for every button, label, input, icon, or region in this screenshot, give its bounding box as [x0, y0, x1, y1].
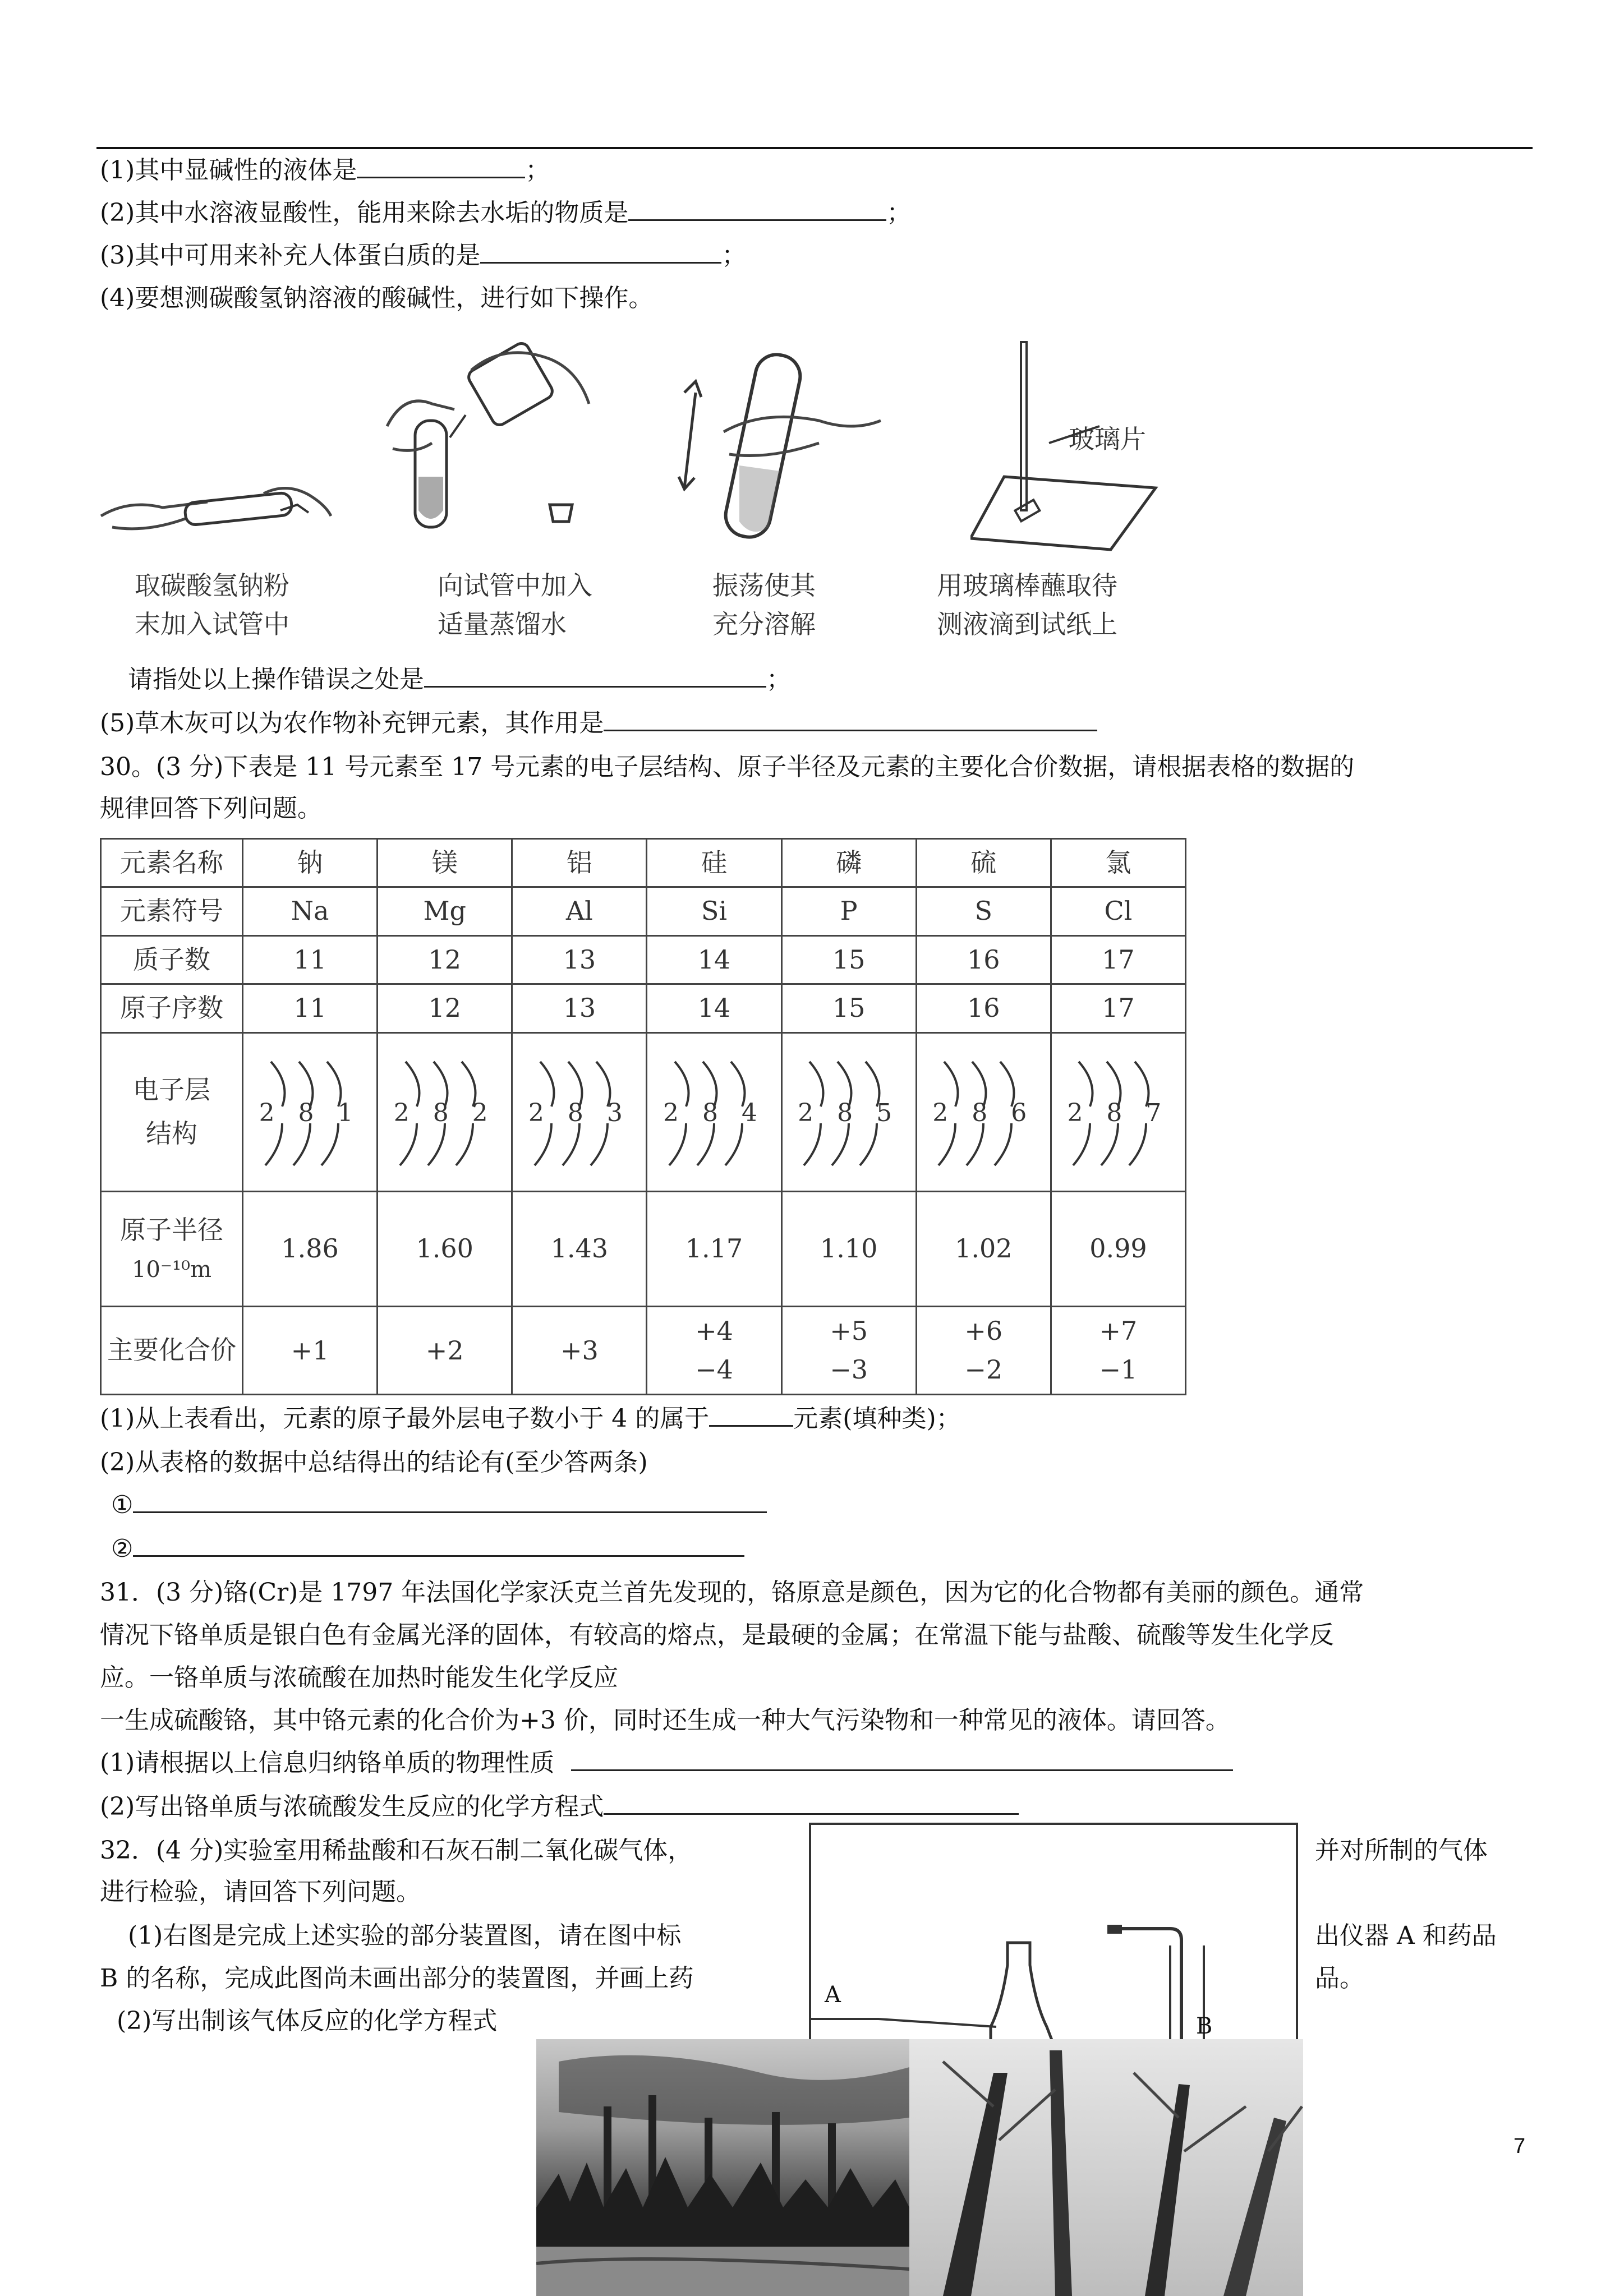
cell-protons: 15	[781, 935, 916, 984]
row-atomic-number	[101, 984, 1186, 1032]
row-element-name	[101, 839, 1186, 887]
q32-line1-right: 并对所制的气体	[1315, 1836, 1488, 1865]
step2-caption: 向试管中加入 适量蒸馏水	[438, 570, 592, 639]
header-cell: 原子序数	[101, 984, 243, 1032]
step1-caption: 取碳酸氢钠粉 末加入试管中	[135, 570, 289, 639]
answer-blank[interactable]	[424, 665, 766, 688]
cell-shells	[781, 1032, 916, 1191]
cell-name: 磷	[781, 839, 916, 887]
q30-answer1: ①	[111, 1490, 767, 1520]
shell-arc	[1101, 1123, 1118, 1165]
cell-shells	[1051, 1032, 1185, 1191]
q29-part4-prompt: 请指处以上操作错误之处是 ；	[128, 665, 791, 694]
q31-part2: (2)写出铬单质与浓硫酸发生反应的化学方程式	[100, 1791, 1019, 1822]
q31-part1: (1)请根据以上信息归纳铬单质的物理性质	[100, 1748, 1233, 1778]
cell-name: 硫	[916, 839, 1051, 887]
cell-protons: 16	[916, 935, 1051, 984]
q30-intro-line2: 规律回答下列问题。	[100, 794, 322, 823]
shell-arc	[591, 1123, 608, 1165]
cell-name: 钠	[243, 839, 378, 887]
shell-arc	[697, 1123, 714, 1165]
cell-valence: +5 −3	[781, 1307, 916, 1395]
cell-symbol: P	[781, 887, 916, 935]
cell-radius: 1.17	[647, 1191, 781, 1306]
answer-blank[interactable]	[480, 241, 721, 264]
shell-arc	[832, 1123, 849, 1165]
cell-atomic-number: 14	[647, 984, 781, 1032]
page-number: 7	[1513, 2134, 1526, 2158]
row-protons	[101, 935, 1186, 984]
step1-sketch	[95, 348, 337, 550]
cell-shells	[916, 1032, 1051, 1191]
q32-line4-right: 品。	[1315, 1964, 1364, 1993]
shell-arc	[293, 1123, 310, 1165]
step4-caption: 用玻璃棒蘸取待 测液滴到试纸上	[937, 570, 1117, 639]
q32-line5: (2)写出制该气体反应的化学方程式	[117, 2007, 498, 2035]
shell-arc	[938, 1123, 955, 1165]
header-cell: 主要化合价	[101, 1307, 243, 1395]
cell-shells	[647, 1032, 781, 1191]
cell-shells	[243, 1032, 378, 1191]
cell-valence: +1	[243, 1307, 378, 1395]
q31-line3: 应。一铬单质与浓硫酸在加热时能发生化学反应	[100, 1663, 618, 1692]
q29-part3: (3)其中可用来补充人体蛋白质的是 ；	[100, 241, 747, 270]
glass-slide-label: 玻璃片	[1069, 424, 1146, 454]
shell-arc	[400, 1123, 417, 1165]
shell-arc	[456, 1123, 473, 1165]
cell-name: 镁	[378, 839, 512, 887]
shell-diagram: 2 8 5	[793, 1050, 905, 1174]
cell-atomic-number: 17	[1051, 984, 1185, 1032]
cell-protons: 12	[378, 935, 512, 984]
cell-atomic-number: 12	[378, 984, 512, 1032]
answer-blank[interactable]	[357, 155, 525, 178]
shell-diagram: 2 8 2	[389, 1050, 501, 1174]
element-table	[100, 838, 1186, 1395]
q32-line3: (1)右图是完成上述实验的部分装置图，请在图中标	[128, 1921, 682, 1950]
shell-arc	[1129, 1123, 1146, 1165]
shell-diagram: 2 8 7	[1062, 1050, 1174, 1174]
shell-diagram: 2 8 1	[254, 1050, 366, 1174]
step3-sketch	[673, 342, 886, 555]
header-cell: 原子半径 10⁻¹⁰m	[101, 1191, 243, 1306]
shell-diagram: 2 8 4	[658, 1050, 770, 1174]
cell-shells	[378, 1032, 512, 1191]
dead-trees-photo	[909, 2039, 1303, 2296]
shell-arc	[725, 1123, 742, 1165]
header-cell: 电子层 结构	[101, 1032, 243, 1191]
cell-symbol: Cl	[1051, 887, 1185, 935]
shell-arc	[669, 1123, 686, 1165]
cell-protons: 17	[1051, 935, 1185, 984]
shell-arc	[1073, 1123, 1090, 1165]
cell-shells	[512, 1032, 647, 1191]
shell-arc	[804, 1123, 821, 1165]
header-cell: 质子数	[101, 935, 243, 984]
header-rule	[96, 147, 1533, 149]
shell-diagram: 2 8 3	[523, 1050, 636, 1174]
cell-valence: +7 −1	[1051, 1307, 1185, 1395]
cell-valence: +6 −2	[916, 1307, 1051, 1395]
cell-valence: +4 −4	[647, 1307, 781, 1395]
step3-caption: 振荡使其 充分溶解	[712, 570, 816, 639]
cell-radius: 1.10	[781, 1191, 916, 1306]
cell-symbol: Na	[243, 887, 378, 935]
answer-blank[interactable]	[571, 1748, 1233, 1771]
q31-line2: 情况下铬单质是银白色有金属光泽的固体，有较高的熔点，是最硬的金属；在常温下能与盐酸、硫酸等发生化学反	[100, 1621, 1334, 1649]
shell-arc	[265, 1123, 282, 1165]
cell-atomic-number: 16	[916, 984, 1051, 1032]
q29-part5: (5)草木灰可以为农作物补充钾元素，其作用是	[100, 708, 1097, 739]
answer-blank[interactable]	[133, 1534, 744, 1557]
cell-radius: 0.99	[1051, 1191, 1185, 1306]
apparatus-diagram	[809, 1823, 1298, 2041]
row-atomic-radius	[101, 1191, 1186, 1306]
header-cell: 元素符号	[101, 887, 243, 935]
apparatus-label-a: A	[825, 1982, 841, 2008]
step2-sketch	[381, 336, 595, 550]
cell-protons: 13	[512, 935, 647, 984]
shell-arc	[860, 1123, 877, 1165]
cell-symbol: S	[916, 887, 1051, 935]
cell-name: 氯	[1051, 839, 1185, 887]
cell-valence: +3	[512, 1307, 647, 1395]
q29-part2: (2)其中水溶液显酸性，能用来除去水垢的物质是 ；	[100, 199, 912, 227]
q32-line1: 32．(4 分)实验室用稀盐酸和石灰石制二氧化碳气体，	[100, 1836, 693, 1865]
q32-line4: B 的名称，完成此图尚未画出部分的装置图，并画上药	[100, 1964, 694, 1993]
answer-blank[interactable]	[604, 708, 1097, 731]
q31-line1: 31．(3 分)铬(Cr)是 1797 年法国化学家沃克兰首先发现的，铬原意是颜色，因为它的化合物都有美丽的颜色。通常	[100, 1578, 1364, 1607]
shell-arc	[995, 1123, 1011, 1165]
cell-atomic-number: 15	[781, 984, 916, 1032]
q30-part2: (2)从表格的数据中总结得出的结论有(至少答两条)	[100, 1448, 648, 1477]
shell-arc	[563, 1123, 579, 1165]
q30-intro-line1: 30。(3 分)下表是 11 号元素至 17 号元素的电子层结构、原子半径及元素的主要化合价数据，请根据表格的数据的	[100, 753, 1355, 781]
row-electron-shells	[101, 1032, 1186, 1191]
shell-arc	[428, 1123, 445, 1165]
cell-protons: 14	[647, 935, 781, 984]
q29-part4: (4)要想测碳酸氢钠溶液的酸碱性，进行如下操作。	[100, 284, 654, 312]
cell-protons: 11	[243, 935, 378, 984]
q29-part1: (1)其中显碱性的液体是 ；	[100, 156, 550, 185]
cell-radius: 1.60	[378, 1191, 512, 1306]
q31-line4: 一生成硫酸铬，其中铬元素的化合价为+3 价，同时还生成一种大气污染物和一种常见的液体。请回答。	[100, 1706, 1230, 1735]
cell-radius: 1.43	[512, 1191, 647, 1306]
cell-atomic-number: 13	[512, 984, 647, 1032]
factory-smoke-photo	[536, 2039, 909, 2296]
answer-blank[interactable]	[628, 198, 886, 221]
cell-symbol: Mg	[378, 887, 512, 935]
cell-name: 硅	[647, 839, 781, 887]
cell-radius: 1.86	[243, 1191, 378, 1306]
cell-valence: +2	[378, 1307, 512, 1395]
cell-name: 铝	[512, 839, 647, 887]
q30-part1: (1)从上表看出，元素的原子最外层电子数小于 4 的属于 元素(填种类)；	[100, 1404, 961, 1433]
answer-blank[interactable]	[604, 1792, 1019, 1815]
cell-radius: 1.02	[916, 1191, 1051, 1306]
row-valence	[101, 1307, 1186, 1395]
apparatus-label-b: B	[1196, 2013, 1213, 2039]
shell-arc	[321, 1123, 338, 1165]
cell-symbol: Al	[512, 887, 647, 935]
q30-answer2: ②	[111, 1533, 744, 1564]
q32-line3-right: 出仪器 A 和药品	[1315, 1921, 1497, 1950]
row-element-symbol	[101, 887, 1186, 935]
cell-symbol: Si	[647, 887, 781, 935]
answer-blank[interactable]	[133, 1490, 767, 1513]
cell-atomic-number: 11	[243, 984, 378, 1032]
shell-diagram: 2 8 6	[927, 1050, 1039, 1174]
answer-blank[interactable]	[709, 1404, 793, 1427]
q32-line2: 进行检验，请回答下列问题。	[100, 1878, 421, 1906]
shell-arc	[967, 1123, 983, 1165]
header-cell: 元素名称	[101, 839, 243, 887]
shell-arc	[535, 1123, 551, 1165]
